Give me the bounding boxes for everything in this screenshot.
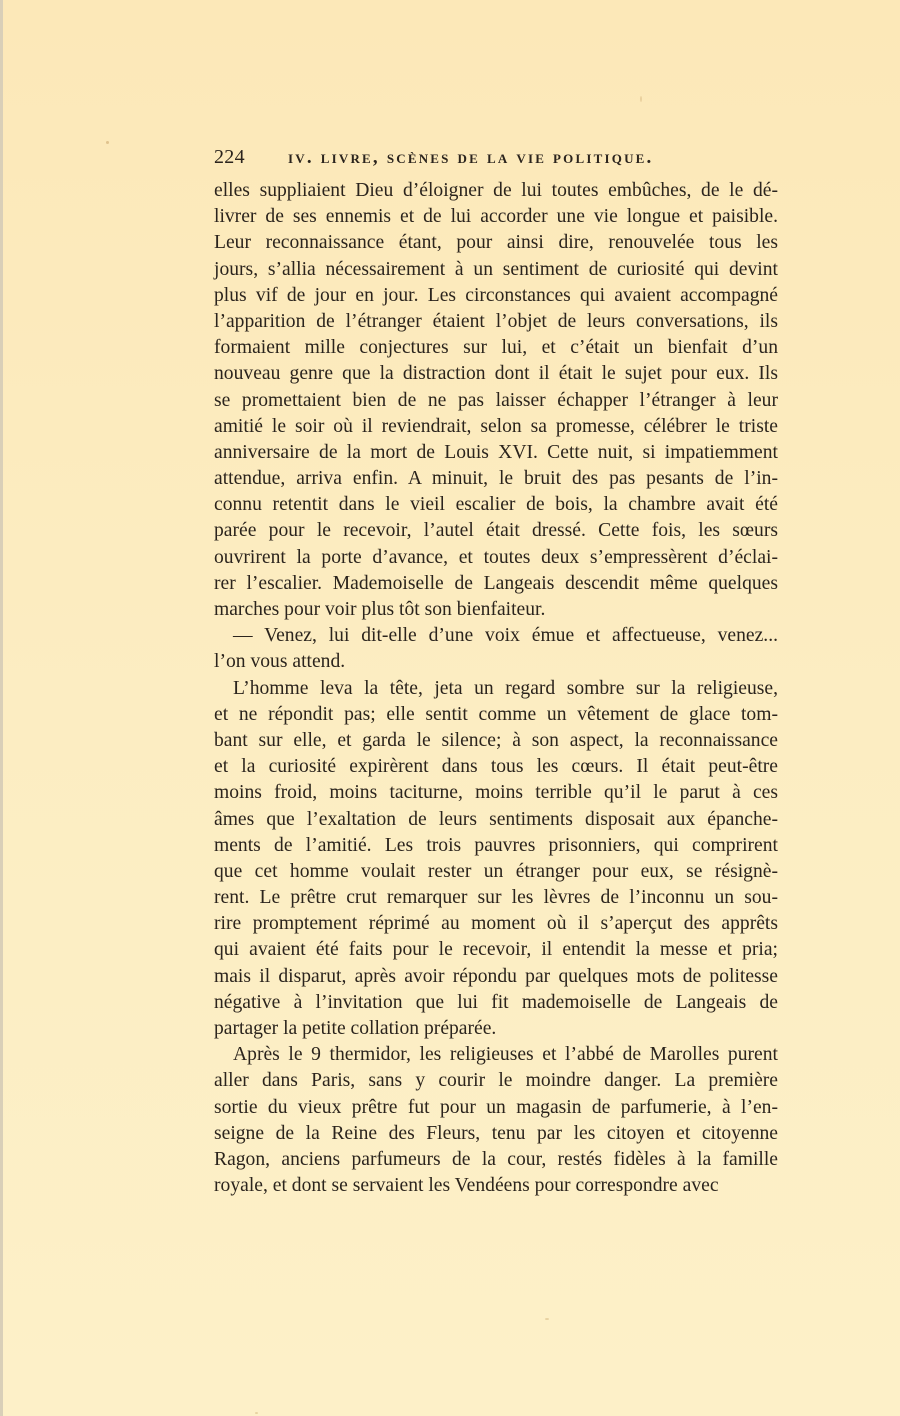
text-line: parée pour le recevoir, l’autel était dressé. Cette fois, les sœurs [214,520,778,542]
text-line: jours, s’allia nécessairement à un sentiment de curiosité qui devint [214,258,778,280]
text-line: mais il disparut, après avoir répondu par quelques mots de politesse [214,965,778,987]
text-line: moins froid, moins taciturne, moins terrible qu’il le parut à ces [214,782,778,804]
scan-edge [0,0,3,1416]
paper-speck [106,141,109,144]
text-line: l’on vous attend. [214,651,346,673]
text-line: âmes que l’exaltation de leurs sentiments disposait aux épanche- [214,808,778,830]
text-line: marches pour voir plus tôt son bienfaiteur. [214,599,546,620]
text-line: que cet homme voulait rester un étranger pour eux, se résignè- [214,860,778,882]
text-line: aller dans Paris, sans y courir le moindre danger. La première [214,1070,778,1092]
text-line: formaient mille conjectures sur lui, et c’était un bienfait d’un [214,337,778,359]
running-head-title: iv. livre, scènes de la vie politique. [288,147,654,168]
text-line: sortie du vieux prêtre fut pour un magasin de parfumerie, à l’en- [214,1096,778,1118]
paper-speck [545,1318,549,1320]
text-line: elles suppliaient Dieu d’éloigner de lui toutes embûches, de le dé- [214,180,778,201]
body-text [214,178,778,1199]
paragraph [214,1042,778,1199]
text-line: Ragon, anciens parfumeurs de la cour, restés fidèles à la famille [214,1148,778,1170]
text-line: se promettaient bien de ne pas laisser échapper l’étranger à leur [214,389,778,411]
running-head [214,146,778,174]
text-line: négative à l’invitation que lui fit mademoiselle de Langeais de [214,991,778,1013]
text-line: rire promptement réprimé au moment où il s’aperçut des apprêts [214,913,778,935]
text-line: royale, et dont se servaient les Vendéens pour correspondre avec [214,1175,719,1197]
text-line: plus vif de jour en jour. Les circonstances qui avaient accompagné [214,284,778,306]
text-line: et la curiosité expirèrent dans tous les cœurs. Il était peut-être [214,756,778,778]
text-line: livrer de ses ennemis et de lui accorder une vie longue et paisible. [214,206,778,228]
text-line: ments de l’amitié. Les trois pauvres prisonniers, qui comprirent [214,834,778,856]
text-line: nouveau genre que la distraction dont il était le sujet pour eux. Ils [214,363,778,385]
text-line: Leur reconnaissance étant, pour ainsi dire, renouvelée tous les [214,232,778,254]
book-page [214,146,778,1199]
text-line: ouvrirent la porte d’avance, et toutes deux s’empressèrent d’éclai- [214,546,778,568]
text-line: connu retentit dans le vieil escalier de bois, la chambre avait été [214,494,778,516]
page-number: 224 [214,146,245,168]
paper-speck [640,96,642,102]
paragraph [214,623,778,675]
text-line: bant sur elle, et garda le silence; à son aspect, la reconnaissance [214,729,778,751]
text-line: seigne de la Reine des Fleurs, tenu par les citoyen et citoyenne [214,1122,778,1144]
text-line: — Venez, lui dit-elle d’une voix émue et affectueuse, venez... [233,625,778,647]
text-line: qui avaient été faits pour le recevoir, il entendit la messe et pria; [214,939,778,961]
text-line: rent. Le prêtre crut remarquer sur les lèvres de l’inconnu un sou- [214,887,778,909]
text-line: l’apparition de l’étranger étaient l’objet de leurs conversations, ils [214,310,778,332]
paragraph [214,178,778,623]
text-line: rer l’escalier. Mademoiselle de Langeais descendit même quelques [214,572,778,594]
text-line: partager la petite collation préparée. [214,1018,497,1039]
paragraph [214,676,778,1043]
text-line: amitié le soir où il reviendrait, selon sa promesse, célébrer le triste [214,415,778,437]
text-line: attendue, arriva enfin. A minuit, le bruit des pas pesants de l’in- [214,468,778,490]
paper-speck [255,1412,258,1414]
text-line: L’homme leva la tête, jeta un regard sombre sur la religieuse, [233,677,778,699]
text-line: et ne répondit pas; elle sentit comme un vêtement de glace tom- [214,703,778,725]
text-line: Après le 9 thermidor, les religieuses et l’abbé de Marolles purent [233,1044,778,1066]
text-line: anniversaire de la mort de Louis XVI. Cette nuit, si impatiemment [214,441,778,463]
